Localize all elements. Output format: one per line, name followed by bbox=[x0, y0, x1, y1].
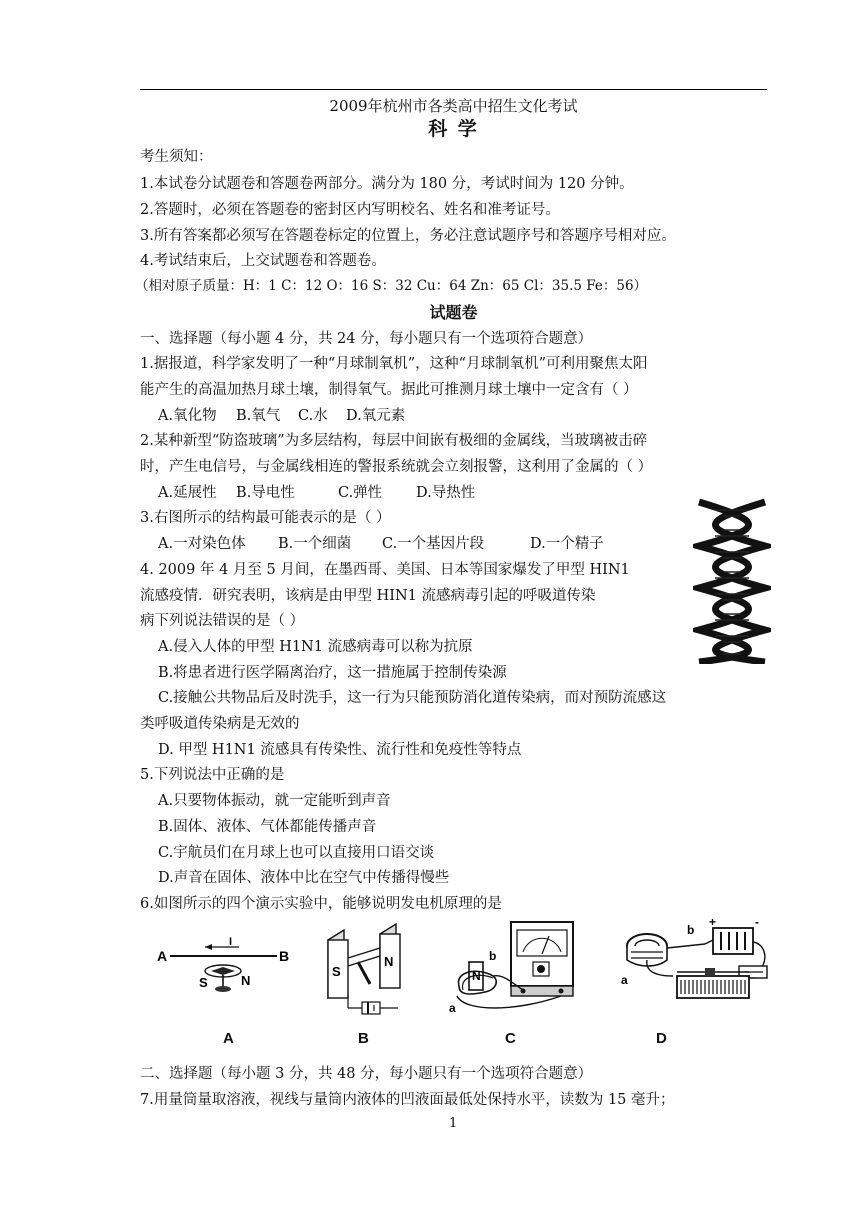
section1-heading: 一、选择题（每小题 4 分，共 24 分，每小题只有一个选项符合题意） bbox=[140, 331, 593, 347]
option-d: D.一个精子 bbox=[530, 536, 604, 552]
figure-label-c: C bbox=[505, 1030, 516, 1047]
question-2-line: 2.某种新型“防盗玻璃”为多层结构，每层中间嵌有极细的金属线，当玻璃被击碎 bbox=[140, 433, 648, 449]
question-4-option-c-cont: 类呼吸道传染病是无效的 bbox=[140, 716, 300, 732]
option-d: D.氧元素 bbox=[346, 408, 406, 424]
atomic-mass-note: （相对原子质量：H：1 C：12 O：16 S：32 Cu：64 Zn：65 Cl：35.5 Fe：56） bbox=[135, 278, 648, 294]
option-c: C.水 bbox=[298, 408, 328, 424]
option-a: A.氧化物 bbox=[158, 408, 217, 424]
question-4-line: 4. 2009 年 4 月至 5 月间，在墨西哥、美国、日本等国家爆发了甲型 HIN1 bbox=[140, 562, 630, 578]
experiment-d-figure bbox=[617, 914, 777, 1022]
question-5-option-a: A.只要物体振动，就一定能听到声音 bbox=[158, 793, 391, 809]
question-5-option-b: B.固体、液体、气体都能传播声音 bbox=[158, 819, 377, 835]
experiment-a-figure bbox=[155, 925, 300, 1005]
option-b: B.导电性 bbox=[236, 485, 295, 501]
question-4-option-b: B.将患者进行医学隔离治疗，这一措施属于控制传染源 bbox=[158, 665, 507, 681]
label-d-b: b bbox=[687, 923, 695, 937]
label-n-pole: N bbox=[241, 973, 251, 988]
question-3-options bbox=[158, 535, 604, 553]
label-c-b: b bbox=[489, 949, 497, 963]
question-4-line: 病下列说法错误的是（ ） bbox=[140, 613, 305, 629]
section2-heading: 二、选择题（每小题 3 分，共 48 分，每小题只有一个选项符合题意） bbox=[140, 1066, 593, 1082]
question-5-option-d: D.声音在固体、液体中比在空气中传播得慢些 bbox=[158, 870, 450, 886]
option-b: B.氧气 bbox=[236, 408, 281, 424]
question-1-line: 1.据报道，科学家发明了一种“月球制氧机”，这种“月球制氧机”可利用聚焦太阳 bbox=[140, 356, 648, 372]
label-b-s-pole: S bbox=[332, 964, 341, 979]
header-rule bbox=[140, 89, 767, 90]
label-b-n-pole: N bbox=[384, 954, 394, 969]
notice-item: 1.本试卷分试题卷和答题卷两部分。满分为 180 分，考试时间为 120 分钟。 bbox=[140, 176, 634, 192]
paper-title: 试题卷 bbox=[429, 303, 478, 322]
question-7-line: 7.用量筒量取溶液，视线与量筒内液体的凹液面最低处保持水平，读数为 15 毫升； bbox=[140, 1092, 675, 1108]
option-a: A.一对染色体 bbox=[158, 536, 246, 552]
label-b-wire-end: B bbox=[279, 948, 290, 964]
figure-label-a: A bbox=[223, 1030, 234, 1047]
label-current: I bbox=[229, 936, 233, 948]
notice-item: 4.考试结束后，上交试题卷和答题卷。 bbox=[140, 253, 386, 269]
question-2-options bbox=[158, 484, 475, 502]
question-4-option-d: D. 甲型 H1N1 流感具有传染性、流行性和免疫性等特点 bbox=[158, 742, 522, 758]
exam-title: 2009年杭州市各类高中招生文化考试 bbox=[329, 97, 578, 115]
label-c-n-pole: N bbox=[472, 969, 481, 983]
subject-title: 科 学 bbox=[428, 118, 479, 140]
question-1-options bbox=[158, 407, 405, 425]
page-number: 1 bbox=[449, 1116, 458, 1131]
option-d: D.导热性 bbox=[416, 485, 476, 501]
experiment-c-figure bbox=[445, 916, 580, 1020]
question-1-line: 能产生的高温加热月球土壤，制得氧气。据此可推测月球土壤中一定含有（ ） bbox=[140, 382, 638, 398]
label-a-wire-end: A bbox=[157, 948, 168, 964]
question-6-line: 6.如图所示的四个演示实验中，能够说明发电机原理的是 bbox=[140, 896, 502, 912]
figure-label-b: B bbox=[358, 1030, 369, 1047]
question-5-line: 5.下列说法中正确的是 bbox=[140, 767, 285, 783]
option-c: C.一个基因片段 bbox=[382, 536, 485, 552]
label-s-pole: S bbox=[199, 975, 208, 990]
notice-heading: 考生须知： bbox=[140, 149, 213, 165]
question-4-option-c: C.接触公共物品后及时洗手，这一行为只能预防消化道传染病，而对预防流感这 bbox=[158, 690, 667, 706]
dna-helix-figure bbox=[693, 498, 771, 664]
option-b: B.一个细菌 bbox=[278, 536, 352, 552]
question-2-line: 时，产生电信号，与金属线相连的警报系统就会立刻报警，这利用了金属的（ ） bbox=[140, 459, 653, 475]
option-a: A.延展性 bbox=[158, 485, 217, 501]
question-4-option-a: A.侵入人体的甲型 H1N1 流感病毒可以称为抗原 bbox=[158, 639, 473, 655]
label-c-a: a bbox=[449, 1001, 456, 1015]
label-d-plus: + bbox=[709, 915, 717, 929]
question-4-line: 流感疫情．研究表明，该病是由甲型 HIN1 流感病毒引起的呼吸道传染 bbox=[140, 588, 596, 604]
question-5-option-c: C.宇航员们在月球上也可以直接用口语交谈 bbox=[158, 845, 435, 861]
notice-item: 2.答题时，必须在答题卷的密封区内写明校名、姓名和准考证号。 bbox=[140, 202, 560, 218]
label-d-minus: - bbox=[755, 915, 759, 929]
question-3-line: 3.右图所示的结构最可能表示的是（ ） bbox=[140, 510, 391, 526]
notice-item: 3.所有答案都必须写在答题卷标定的位置上，务必注意试题序号和答题序号相对应。 bbox=[140, 228, 676, 244]
experiment-b-figure bbox=[318, 918, 413, 1018]
option-c: C.弹性 bbox=[338, 485, 383, 501]
label-d-a: a bbox=[621, 973, 628, 987]
figure-label-d: D bbox=[656, 1030, 667, 1047]
